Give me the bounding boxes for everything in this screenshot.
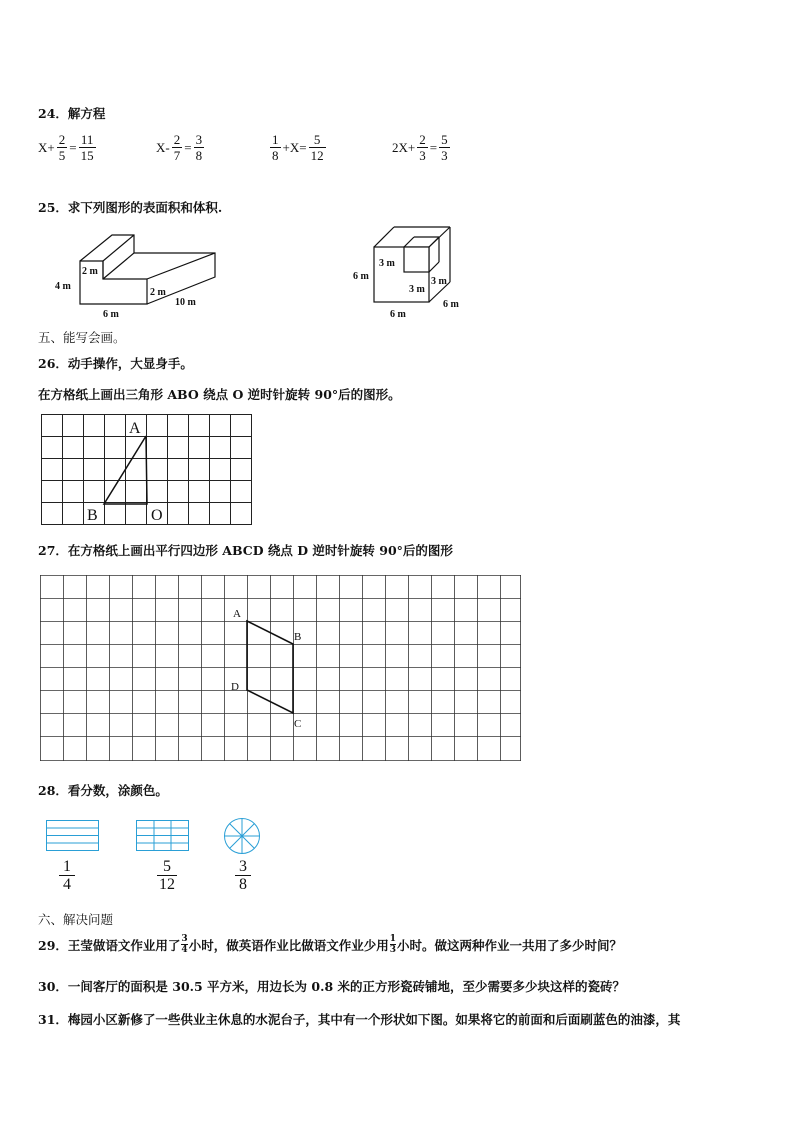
q29-part-2: 小时，做英语作业比做语文作业少用 [188, 937, 389, 953]
equation-2 [156, 132, 206, 163]
eq1-frac-left: $\frac{2}{5}$ [58, 132, 66, 163]
fraction-1-4: $\frac{1}{4}$ [57, 858, 77, 894]
fig1-label-6m: 6 m [103, 309, 119, 320]
q30-text: 30．一间客厅的面积是 30.5 平方米，用边长为 0.8 米的正方形瓷砖铺地，至少需要多少块这样的瓷砖？ [38, 979, 625, 994]
stepped-prism-figure [50, 226, 230, 322]
fraction-5-12: $\frac{5}{12}$ [159, 858, 175, 893]
q26-instruction: 在方格纸上画出三角形 ABO 绕点 O 逆时针旋转 90°后的图形。 [38, 387, 401, 402]
q29-fraction-1-3: 1 3 [389, 934, 396, 955]
point-a-label: A [129, 420, 141, 437]
q24-title: 24．解方程 [38, 106, 106, 121]
point-a-label: A [233, 608, 241, 620]
eq4-frac-right: $\frac{5}{3}$ [441, 132, 448, 163]
point-c-label: C [294, 718, 302, 730]
fig1-label-2m-top: 2 m [82, 266, 98, 277]
point-o-label: O [151, 507, 163, 524]
parallelogram-abcd [247, 621, 293, 713]
q28-title: 28．看分数，涂颜色。 [38, 783, 168, 798]
q25-title: 25．求下列图形的表面积和体积. [38, 200, 223, 215]
circle-eighths [223, 817, 261, 855]
eq3-frac-left: $\frac{1}{8}$ [272, 132, 279, 163]
grid-parallelogram-abcd [40, 575, 522, 763]
fig2-label-6m-width: 6 m [390, 309, 406, 320]
fig1-label-10m: 10 m [175, 297, 196, 308]
q26-title: 26．动手操作，大显身手。 [38, 356, 193, 371]
eq2-equals: = [184, 139, 192, 155]
eq1-equals: = [69, 139, 77, 155]
q27-title: 27．在方格纸上画出平行四边形 ABCD 绕点 D 逆时针旋转 90°后的图形 [38, 543, 453, 558]
equation-3 [268, 132, 328, 163]
eq4-equals: = [429, 139, 438, 155]
equation-4 [392, 132, 452, 163]
point-b-label: B [294, 631, 302, 643]
q29-part-3: 小时。做这两种作业一共用了多少时间？ [396, 937, 622, 953]
fraction-3-8: $\frac{3}{8}$ [233, 858, 253, 894]
fig1-label-4m: 4 m [55, 281, 71, 292]
eq2-frac-right: $\frac{3}{8}$ [195, 132, 203, 163]
section-5-heading: 五、能写会画。 [38, 330, 126, 345]
fig1-label-2m-side: 2 m [150, 287, 166, 298]
fig2-label-3m-left: 3 m [379, 258, 395, 269]
q29-number: 29． [38, 937, 68, 953]
grid-triangle-abo [40, 414, 255, 527]
fig2-label-3m-right: 3 m [431, 276, 447, 287]
eq4-frac-left: $\frac{2}{3}$ [419, 132, 426, 163]
fig2-label-3m-bottom: 3 m [409, 284, 425, 295]
rectangle-quarters [46, 820, 101, 852]
q29-part-1: 王莹做语文作业用了 [67, 937, 181, 953]
eq4-prefix: 2X+ [392, 139, 416, 155]
q31-text: 31．梅园小区新修了一些供业主休息的水泥台子，其中有一个形状如下图。如果将它的前面和后面刷蓝色的油漆，其 [38, 1012, 681, 1027]
cube-with-cutout-figure [350, 220, 470, 322]
equation-1 [38, 132, 98, 163]
section-6-heading: 六、解决问题 [38, 912, 114, 927]
rectangle-twelfths [136, 820, 191, 852]
eq2-prefix: X- [156, 139, 170, 155]
point-b-label: B [87, 507, 98, 524]
eq3-frac-right: $\frac{5}{12}$ [310, 132, 324, 163]
eq3-mid: +X= [282, 139, 307, 155]
fig2-label-6m-depth: 6 m [443, 299, 459, 310]
q29-fraction-3-4: 3 4 [181, 934, 188, 955]
point-d-label: D [231, 681, 239, 693]
eq2-frac-left: $\frac{2}{7}$ [173, 132, 181, 163]
eq1-prefix: X+ [38, 139, 55, 155]
q29-text [38, 934, 622, 955]
fig2-label-6m-height: 6 m [353, 271, 369, 282]
eq1-frac-right: $\frac{11}{15}$ [80, 132, 94, 163]
